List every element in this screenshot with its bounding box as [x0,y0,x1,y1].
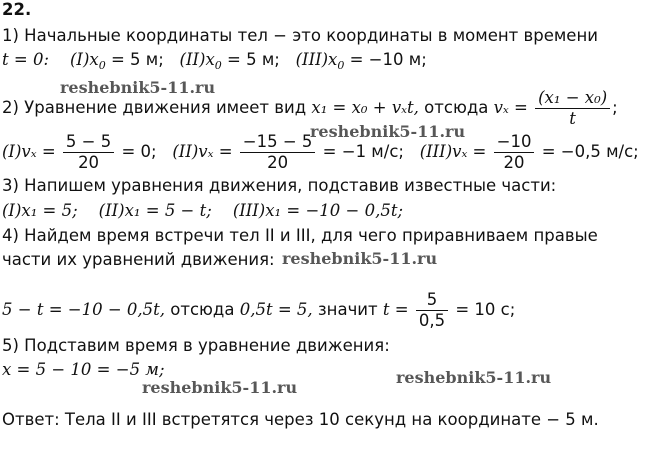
step1-sub-2: 0 [214,59,222,72]
vel-fraction-2 [240,132,316,173]
step3-item-1: (I)x₁ = 5; [2,201,78,220]
step2-frac-top: (x₁ − x₀) [535,88,610,109]
step1-var-1: x [89,50,99,69]
watermark: reshebnik5-11.ru [282,249,438,268]
step4-result: = 10 с; [455,300,516,319]
step5-text: 5) Подставим время в уравнение движения: [2,336,390,355]
step1-val-1: = 5 м; [110,50,164,69]
step4-equation [2,290,515,331]
step4-frac-bot: 0,5 [418,311,446,330]
step2-fraction [535,88,610,129]
step2-frac-bot: t [569,109,576,128]
step1-label-2: (II) [179,50,206,69]
watermark: reshebnik5-11.ru [142,378,298,397]
step4-mid: отсюда [170,300,235,319]
step4-line2: части их уравнений движения: [2,250,275,269]
step3-items [2,201,403,221]
answer-text: Ответ: Тела II и III встретятся через 10 секунд на координате − 5 м. [2,410,599,429]
watermark: reshebnik5-11.ru [396,368,552,387]
step4-fraction [416,290,448,331]
vel-label-2: (II)vₓ = [172,142,233,161]
vel-label-3: (III)vₓ = [419,142,487,161]
vel-top-1: 5 − 5 [63,132,114,153]
step3-item-2: (II)x₁ = 5 − t; [98,201,212,220]
step2-end: ; [612,98,618,117]
step2-equation: x₁ = x₀ + vₓt, [311,98,419,117]
vel-label-1: (I)vₓ = [2,142,56,161]
step4-t-eq: t = [382,300,409,319]
vel-result-2: = −1 м/с; [322,142,404,161]
vel-fraction-3 [494,132,535,173]
step1-var-3: x [328,50,338,69]
step1-var-2: x [205,50,215,69]
vel-top-2: −15 − 5 [240,132,316,153]
step1-text: 1) Начальные координаты тел − это координаты в момент времени [2,26,598,45]
step1-label-3: (III) [295,50,329,69]
step3-item-3: (III)x₁ = −10 − 0,5t; [232,201,404,220]
step4-line1: 4) Найдем время встречи тел II и III, для чего приравниваем правые [2,226,598,245]
step4-eq: 5 − t = −10 − 0,5t, [2,300,166,319]
step4-eq2: 0,5t = 5, [239,300,313,319]
watermark: reshebnik5-11.ru [310,122,466,141]
vel-top-3: −10 [494,132,535,153]
step1-val-2: = 5 м; [227,50,280,69]
step1-sub-1: 0 [98,59,106,72]
step2-text-before: 2) Уравнение движения имеет вид [2,98,307,117]
vel-bot-2: 20 [267,153,289,172]
step5-eq: x = 5 − 10 = −5 м; [2,360,165,379]
step4-mid2: значит [317,300,378,319]
step4-frac-top: 5 [416,290,448,311]
step1-label-1: (I) [70,50,90,69]
step2-vx: vₓ = [493,98,528,117]
vel-fraction-1 [63,132,114,173]
step1-values [2,50,427,76]
step2-text-after: отсюда [424,98,489,117]
step3-text: 3) Напишем уравнения движения, подставив известные части: [2,176,557,195]
vel-result-3: = −0,5 м/с; [541,142,639,161]
problem-number: 22. [2,0,32,19]
step1-sub-3: 0 [337,59,345,72]
step1-val-3: = −10 м; [349,50,427,69]
vel-result-1: = 0; [121,142,157,161]
vel-bot-1: 20 [78,153,100,172]
watermark: reshebnik5-11.ru [60,78,216,97]
vel-bot-3: 20 [503,153,525,172]
step1-t-eq: t = 0: [2,50,50,69]
